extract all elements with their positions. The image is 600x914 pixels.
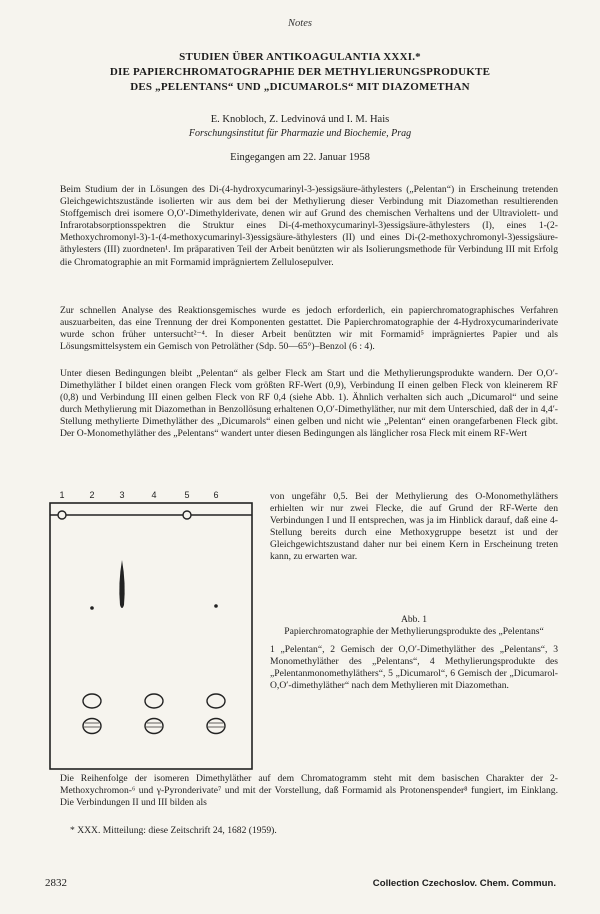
figure-title: Papierchromatographie der Methylierungsprodukte des „Pelentans“	[284, 626, 544, 637]
received-date: Eingegangen am 22. Januar 1958	[230, 152, 370, 163]
running-head: Notes	[288, 18, 312, 29]
lane-label-6: 6	[213, 490, 219, 500]
monomethyl-spot-3	[119, 560, 124, 608]
chromatogram-drawing	[42, 483, 262, 773]
spot-2-upper	[83, 694, 101, 708]
authors: E. Knobloch, Z. Ledvinová und I. M. Hais	[210, 114, 390, 125]
spot-6-lower	[207, 719, 225, 734]
start-spot-1	[58, 511, 66, 519]
paragraph-2: Zur schnellen Analyse des Reaktionsgemisches wurde es jedoch erforderlich, ein papierchromatographisches Verfahren auszuarbeiten, das eine Trennung der drei Komponenten gestattet. Die Papierchromatographie der 4-Hydroxycumarinderivate wurde schon früher untersucht²⁻⁴. In dieser Arbeit benützten wir mit Formamid⁵ imprägniertes Papier und als Lösungsmittelsystem ein Gemisch von Petroläther (Sdp. 50—65°)–Benzol (6 : 4).	[60, 305, 558, 353]
footnote: * XXX. Mitteilung: diese Zeitschrift 24, 1682 (1959).	[70, 825, 277, 836]
paragraph-3: Unter diesen Bedingungen bleibt „Pelentan“ als gelber Fleck am Start und die Methylierungsprodukte wandern. Der O,O′-Dimethyläther I bildet einen orangen Fleck vom größten RF-Wert (0,9), Verbindung II einen gelben Fleck von kleinerem RF (0,8) und Verbindung III einen gelben Fleck von RF 0,4 (siehe Abb. 1). Ähnlich verhalten sich auch „Dicumarol“ und seine durch Methylierung mit Diazomethan in Benzollösung erhaltenen O,O′-Dimethyläther, nur mit dem Unterschied, daß der in 4,4′-Stellung methylierte Dimethyläther des „Dicumarols“ einen gelben und nicht wie „Pelentan“ einen orangefarbenen Fleck gibt. Der O-Monomethyläther des „Pelentans“ wandert unter diesen Bedingungen als länglicher rosa Fleck mit einem RF-Wert	[60, 368, 558, 440]
article-title	[60, 50, 540, 95]
paragraph-4: Die Reihenfolge der isomeren Dimethyläther auf dem Chromatogramm steht mit dem basischen Charakter der 2-Methoxychromon-⁶ und γ-Pyronderivate⁷ und mit der Vorstellung, daß Formamid als Protonenspender⁸ fungiert, im Einklang. Die Verbindungen II und III bilden als	[60, 773, 558, 809]
page-number: 2832	[45, 877, 67, 889]
chromatogram-figure	[42, 483, 262, 773]
small-dot-2	[90, 606, 94, 610]
journal-name: Collection Czechoslov. Chem. Commun.	[372, 878, 556, 889]
institute: Forschungsinstitut für Pharmazie und Biochemie, Prag	[188, 128, 412, 139]
spot-4-upper	[145, 694, 163, 708]
lane-label-1: 1	[59, 490, 65, 500]
spot-2-lower	[83, 719, 101, 734]
small-dot-6	[214, 604, 218, 608]
paragraph-1: Beim Studium der in Lösungen des Di-(4-hydroxycumarinyl-3-)essigsäure-äthylesters („Pelentan“) in Erscheinung tretenden Gleichgewichtszustände isolierten wir aus dem bei der Methylierung dieser Verbindung mit Diazomethan resultierenden Stoffgemisch drei isomere O,O′-Dimethylderivate, denen wir auf Grund des chemischen Verhaltens und der Ultraviolett- und Infrarotabsorptionsspektren die Struktur eines Di-(4-methoxycumarinyl-3)essigsäure-äthylesters (I), eines 1-(2-Methoxychromonyl-3)-1-(4-methoxycumarinyl-3)essigsäure-äthylesters (II) und eines Di-(2-methoxychromonyl-3)essigsäure-äthylesters (III) zuordneten¹. Im präparativen Teil der Arbeit benützten wir als Isolierungsmethode für Verbindung III mit Erfolg die Chromatographie an mit Formamid imprägniertem Zellulosepulver.	[60, 184, 558, 268]
title-line-2: DIE PAPIERCHROMATOGRAPHIE DER METHYLIERUNGSPRODUKTE	[109, 66, 491, 78]
figure-caption	[270, 614, 558, 692]
title-line-3: DES „PELENTANS“ UND „DICUMAROLS“ MIT DIAZOMETHAN	[130, 81, 470, 93]
paper-outline	[50, 503, 252, 769]
figure-legend: 1 „Pelentan“, 2 Gemisch der O,O′-Dimethyläther des „Pelentans“, 3 Monomethyläther des „Pelentans“, 4 Methylierungsprodukte des „Pelentanmonomethyläthers“, 5 „Dicumarol“, 6 Gemisch der „Dicumarol-O,O′-dimethyläther“ nach dem Methylieren mit Diazomethan.	[270, 644, 558, 691]
start-spot-5	[183, 511, 191, 519]
spot-6-upper	[207, 694, 225, 708]
paragraph-3-continued: von ungefähr 0,5. Bei der Methylierung des O-Monomethyläthers erhielten wir nur zwei Flecke, die auf Grund der RF-Werte den Verbindungen I und II entsprechen, was ja im Hinblick darauf, daß eine 4-Stellung bereits durch eine Methoxygruppe besetzt ist und der Gleichgewichtszustand daher nur bei einem Kern in Erscheinung treten kann, zu erwarten war.	[270, 491, 558, 563]
lane-label-2: 2	[89, 490, 95, 500]
lane-label-5: 5	[184, 490, 190, 500]
lane-label-3: 3	[119, 490, 125, 500]
figure-label: Abb. 1	[400, 614, 428, 625]
lane-label-4: 4	[151, 490, 157, 500]
title-line-1: STUDIEN ÜBER ANTIKOAGULANTIA XXXI.*	[179, 51, 421, 63]
spot-4-lower	[145, 719, 163, 734]
